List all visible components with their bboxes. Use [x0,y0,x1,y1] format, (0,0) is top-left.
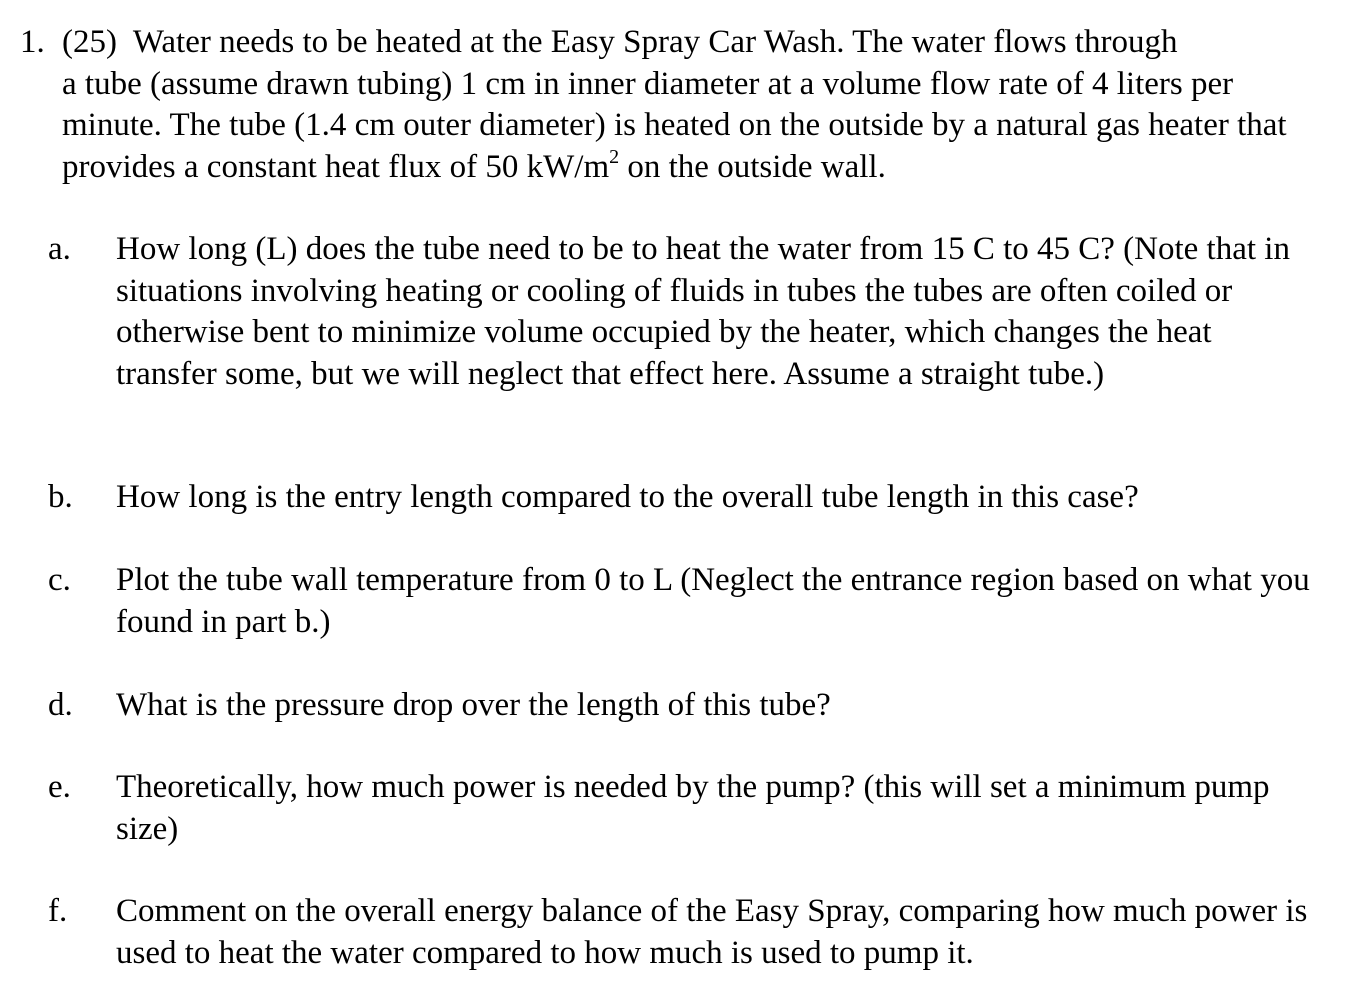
unit-exponent: 2 [609,145,620,168]
part-label: b. [48,479,73,515]
part-label: c. [48,562,71,598]
part-label: e. [48,769,71,805]
problem-header [20,22,1310,64]
part-text: Plot the tube wall temperature from 0 to L (Neglect the entrance region based on what you found in part b.) [116,562,1310,640]
part-f [48,891,1310,974]
part-text: Theoretically, how much power is needed by the pump? (this will set a minimum pump size) [116,769,1270,847]
part-a [48,229,1310,395]
part-d [48,685,1310,727]
part-c [48,560,1310,643]
problem-points: (25) [62,24,117,60]
problem-body-text: a tube (assume drawn tubing) 1 cm in inner diameter at a volume flow rate of 4 liters per minute. The tube (1.4 cm outer diameter) is heated on the outside by a natural gas heater that provides a constant heat flux of 50 kW/m [62,65,1287,185]
part-text: How long (L) does the tube need to be to heat the water from 15 C to 45 C? (Note that in situations involving heating or cooling of fluids in tubes the tubes are often coiled or otherwise bent to minimize volume occupied by the heater, which changes the heat transfer some, but we will neglect that effect here. Assume a straight tube.) [116,231,1290,392]
problem-statement [20,22,1310,188]
problem-number: 1. [20,24,45,60]
part-b [48,477,1310,519]
part-text: How long is the entry length compared to the overall tube length in this case? [116,479,1139,515]
problem-first-line [62,22,1310,64]
part-text: Comment on the overall energy balance of the Easy Spray, comparing how much power is used to heat the water compared to how much is used to pump it. [116,893,1308,971]
problem-body [20,64,1310,189]
part-label: f. [48,893,68,929]
part-label: d. [48,687,73,723]
part-text: What is the pressure drop over the length of this tube? [116,687,831,723]
part-e [48,767,1310,850]
problem-line1: Water needs to be heated at the Easy Spray Car Wash. The water flows through [132,24,1178,60]
problem-body-tail: on the outside wall. [619,148,886,185]
part-label: a. [48,231,71,267]
